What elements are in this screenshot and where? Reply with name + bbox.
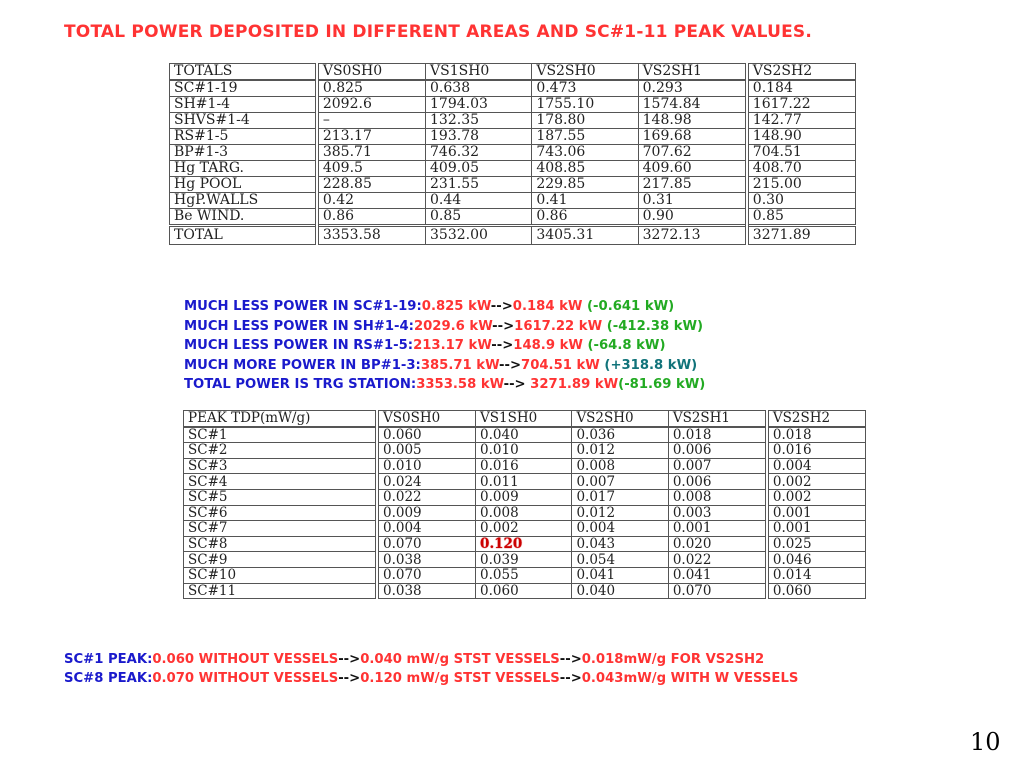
- note-from-value: 385.71 kW: [420, 357, 500, 373]
- peak-cell: 0.001: [668, 521, 767, 537]
- totals-cell: 0.90: [638, 209, 747, 226]
- totals-total-cell: 3271.89: [747, 226, 856, 245]
- highlighted-value: 0.120: [480, 536, 523, 553]
- peak-row: [184, 552, 866, 568]
- arrow-text: -->: [491, 338, 514, 353]
- note-from-value: 0.825 kW: [421, 299, 491, 314]
- arrow-text: -->: [499, 357, 522, 373]
- totals-column-header: VS1SH0: [426, 64, 532, 81]
- summary-value-a: 0.060 WITHOUT VESSELS: [152, 652, 339, 667]
- peak-cell: 0.020: [668, 536, 767, 552]
- peak-cell: 0.018: [668, 427, 767, 443]
- arrow-text: -->: [559, 671, 582, 686]
- arrow-text: -->: [503, 377, 526, 392]
- totals-total-cell: 3532.00: [426, 226, 532, 245]
- summary-value-b: 0.120 mW/g STST VESSELS: [360, 671, 560, 686]
- peak-cell: 0.060: [767, 583, 866, 599]
- arrow-text: -->: [338, 671, 361, 686]
- totals-column-header: VS2SH0: [532, 64, 638, 81]
- totals-header-row: [170, 64, 856, 81]
- totals-cell: 217.85: [638, 177, 747, 193]
- peak-cell: 0.011: [476, 474, 572, 490]
- peak-cell: 0.060: [476, 583, 572, 599]
- peak-row-label: SC#4: [184, 474, 377, 490]
- totals-cell: 213.17: [317, 129, 426, 145]
- peak-cell: 0.018: [767, 427, 866, 443]
- peak-cell: 0.054: [572, 552, 668, 568]
- peak-row: [184, 489, 866, 505]
- totals-cell: 0.473: [532, 80, 638, 97]
- totals-cell: 707.62: [638, 145, 747, 161]
- power-notes: [184, 297, 705, 395]
- peak-cell: 0.025: [767, 536, 866, 552]
- peak-row-label: SC#8: [184, 536, 377, 552]
- totals-cell: 229.85: [532, 177, 638, 193]
- totals-row-label: SH#1-4: [170, 97, 317, 113]
- peak-row-label: SC#10: [184, 567, 377, 583]
- totals-row: [170, 129, 856, 145]
- totals-row-label: Be WIND.: [170, 209, 317, 226]
- summary-value-c: 0.043mW/g WITH W VESSELS: [581, 671, 799, 686]
- peak-row: [184, 521, 866, 537]
- peak-cell: 0.014: [767, 567, 866, 583]
- totals-column-header: VS0SH0: [317, 64, 426, 81]
- peak-row-label: SC#2: [184, 443, 377, 459]
- peak-tdp-table: [183, 410, 866, 599]
- totals-cell: 0.41: [532, 193, 638, 209]
- totals-column-header: VS2SH2: [747, 64, 856, 81]
- totals-cell: 408.85: [532, 161, 638, 177]
- totals-cell: 169.68: [638, 129, 747, 145]
- totals-row: [170, 80, 856, 97]
- totals-row: [170, 177, 856, 193]
- totals-total-row: [170, 226, 856, 245]
- totals-row-label: SHVS#1-4: [170, 113, 317, 129]
- peak-row: [184, 536, 866, 552]
- peak-cell: 0.004: [767, 458, 866, 474]
- totals-cell: 187.55: [532, 129, 638, 145]
- peak-cell: 0.038: [377, 552, 476, 568]
- note-from-value: 213.17 kW: [413, 338, 492, 353]
- totals-cell: 1794.03: [426, 97, 532, 113]
- summary-line: [64, 669, 798, 688]
- totals-cell: 178.80: [532, 113, 638, 129]
- totals-row-label: Hg POOL: [170, 177, 317, 193]
- note-to-value: 3271.89 kW: [525, 377, 619, 392]
- summary-label: SC#8 PEAK:: [64, 671, 153, 686]
- peak-header-row: [184, 411, 866, 427]
- peak-cell: 0.007: [668, 458, 767, 474]
- arrow-text: -->: [338, 652, 361, 667]
- totals-total-cell: 3272.13: [638, 226, 747, 245]
- peak-cell: 0.043: [572, 536, 668, 552]
- peak-cell: 0.006: [668, 474, 767, 490]
- arrow-text: -->: [492, 318, 515, 334]
- peak-row-label: SC#7: [184, 521, 377, 537]
- note-delta: (+318.8 kW): [599, 357, 698, 373]
- totals-cell: 385.71: [317, 145, 426, 161]
- peak-cell: 0.002: [767, 489, 866, 505]
- totals-cell: 0.86: [317, 209, 426, 226]
- totals-cell: 0.85: [747, 209, 856, 226]
- note-to-value: 704.51 kW: [521, 357, 600, 373]
- totals-cell: 0.44: [426, 193, 532, 209]
- totals-row: [170, 97, 856, 113]
- totals-cell: 409.05: [426, 161, 532, 177]
- totals-cell: 132.35: [426, 113, 532, 129]
- peak-cell: 0.041: [572, 567, 668, 583]
- totals-cell: 1617.22: [747, 97, 856, 113]
- peak-row: [184, 443, 866, 459]
- peak-row-label: SC#3: [184, 458, 377, 474]
- totals-cell: 0.31: [638, 193, 747, 209]
- note-label: MUCH LESS POWER IN RS#1-5:: [184, 338, 414, 353]
- note-label: MUCH LESS POWER IN SH#1-4:: [184, 318, 414, 334]
- peak-row: [184, 427, 866, 443]
- peak-row-label: SC#9: [184, 552, 377, 568]
- totals-cell: 142.77: [747, 113, 856, 129]
- peak-row-label: SC#1: [184, 427, 377, 443]
- totals-cell: 0.184: [747, 80, 856, 97]
- peak-row: [184, 505, 866, 521]
- peak-column-header: VS2SH0: [572, 411, 668, 427]
- totals-row: [170, 161, 856, 177]
- note-line: [184, 297, 705, 317]
- peak-cell: 0.001: [767, 521, 866, 537]
- totals-cell: 231.55: [426, 177, 532, 193]
- note-line: [184, 317, 705, 337]
- arrow-text: -->: [559, 652, 582, 667]
- peak-cell: 0.007: [572, 474, 668, 490]
- peak-cell: 0.040: [476, 427, 572, 443]
- totals-column-header: VS2SH1: [638, 64, 747, 81]
- totals-cell: 148.90: [747, 129, 856, 145]
- totals-cell: 0.85: [426, 209, 532, 226]
- note-label: TOTAL POWER IS TRG STATION:: [184, 377, 417, 392]
- totals-row-label: Hg TARG.: [170, 161, 317, 177]
- note-from-value: 2029.6 kW: [413, 318, 493, 334]
- peak-row: [184, 567, 866, 583]
- peak-cell: 0.010: [377, 458, 476, 474]
- totals-total-label: TOTAL: [170, 226, 317, 245]
- peak-cell: 0.022: [668, 552, 767, 568]
- summary-value-a: 0.070 WITHOUT VESSELS: [152, 671, 339, 686]
- totals-row: [170, 113, 856, 129]
- peak-cell: 0.036: [572, 427, 668, 443]
- peak-cell: 0.008: [668, 489, 767, 505]
- totals-cell: 215.00: [747, 177, 856, 193]
- peak-row: [184, 474, 866, 490]
- note-line: [184, 356, 705, 376]
- totals-cell: 0.293: [638, 80, 747, 97]
- peak-column-header: VS2SH2: [767, 411, 866, 427]
- page-number: 10: [970, 728, 1001, 756]
- note-to-value: 148.9 kW: [513, 338, 583, 353]
- totals-total-cell: 3353.58: [317, 226, 426, 245]
- totals-cell: 1755.10: [532, 97, 638, 113]
- totals-row-label: BP#1-3: [170, 145, 317, 161]
- peak-row-label: SC#5: [184, 489, 377, 505]
- peak-row-label: SC#6: [184, 505, 377, 521]
- peak-cell: 0.002: [767, 474, 866, 490]
- peak-row: [184, 458, 866, 474]
- peak-summary: [64, 650, 798, 688]
- peak-cell: 0.009: [377, 505, 476, 521]
- totals-row: [170, 145, 856, 161]
- peak-column-header: PEAK TDP(mW/g): [184, 411, 377, 427]
- totals-cell: 228.85: [317, 177, 426, 193]
- summary-line: [64, 650, 798, 669]
- peak-cell: 0.003: [668, 505, 767, 521]
- peak-cell: 0.017: [572, 489, 668, 505]
- peak-cell: 0.012: [572, 443, 668, 459]
- totals-cell: 704.51: [747, 145, 856, 161]
- totals-row-label: SC#1-19: [170, 80, 317, 97]
- peak-cell: 0.046: [767, 552, 866, 568]
- note-delta: (-81.69 kW): [618, 377, 706, 392]
- peak-cell: 0.024: [377, 474, 476, 490]
- note-line: [184, 375, 705, 395]
- totals-cell: 746.32: [426, 145, 532, 161]
- arrow-text: -->: [490, 299, 513, 314]
- peak-cell: 0.004: [377, 521, 476, 537]
- peak-cell: [476, 536, 572, 552]
- totals-total-cell: 3405.31: [532, 226, 638, 245]
- peak-cell: 0.022: [377, 489, 476, 505]
- totals-row-label: RS#1-5: [170, 129, 317, 145]
- peak-cell: 0.060: [377, 427, 476, 443]
- summary-value-b: 0.040 mW/g STST VESSELS: [360, 652, 560, 667]
- totals-cell: 193.78: [426, 129, 532, 145]
- peak-cell: 0.008: [572, 458, 668, 474]
- totals-row: [170, 209, 856, 226]
- totals-table: [169, 63, 856, 245]
- peak-cell: 0.040: [572, 583, 668, 599]
- note-delta: (-0.641 kW): [582, 299, 675, 314]
- peak-column-header: VS0SH0: [377, 411, 476, 427]
- totals-cell: 409.5: [317, 161, 426, 177]
- peak-cell: 0.008: [476, 505, 572, 521]
- peak-cell: 0.002: [476, 521, 572, 537]
- totals-cell: 408.70: [747, 161, 856, 177]
- peak-cell: 0.070: [377, 536, 476, 552]
- totals-cell: 0.825: [317, 80, 426, 97]
- note-to-value: 0.184 kW: [512, 299, 583, 314]
- summary-value-c: 0.018mW/g FOR VS2SH2: [581, 652, 765, 667]
- peak-cell: 0.039: [476, 552, 572, 568]
- page-title: TOTAL POWER DEPOSITED IN DIFFERENT AREAS AND SC#1-11 PEAK VALUES.: [64, 22, 812, 42]
- note-label: MUCH LESS POWER IN SC#1-19:: [184, 299, 422, 314]
- peak-cell: 0.004: [572, 521, 668, 537]
- peak-cell: 0.041: [668, 567, 767, 583]
- note-to-value: 1617.22 kW: [514, 318, 603, 334]
- note-delta: (-64.8 kW): [582, 338, 666, 353]
- peak-cell: 0.006: [668, 443, 767, 459]
- note-from-value: 3353.58 kW: [416, 377, 504, 392]
- peak-cell: 0.012: [572, 505, 668, 521]
- totals-cell: 0.638: [426, 80, 532, 97]
- totals-cell: 0.42: [317, 193, 426, 209]
- totals-row-label: HgP.WALLS: [170, 193, 317, 209]
- peak-column-header: VS2SH1: [668, 411, 767, 427]
- peak-cell: 0.009: [476, 489, 572, 505]
- totals-cell: –: [317, 113, 426, 129]
- note-label: MUCH MORE POWER IN BP#1-3:: [184, 357, 421, 373]
- totals-cell: 743.06: [532, 145, 638, 161]
- note-delta: (-412.38 kW): [602, 318, 704, 334]
- note-line: [184, 336, 705, 356]
- summary-label: SC#1 PEAK:: [64, 652, 153, 667]
- totals-cell: 148.98: [638, 113, 747, 129]
- totals-cell: 0.86: [532, 209, 638, 226]
- peak-column-header: VS1SH0: [476, 411, 572, 427]
- totals-cell: 0.30: [747, 193, 856, 209]
- peak-cell: 0.055: [476, 567, 572, 583]
- peak-cell: 0.016: [476, 458, 572, 474]
- peak-cell: 0.010: [476, 443, 572, 459]
- totals-cell: 2092.6: [317, 97, 426, 113]
- peak-cell: 0.070: [377, 567, 476, 583]
- totals-column-header: TOTALS: [170, 64, 317, 81]
- peak-cell: 0.016: [767, 443, 866, 459]
- peak-cell: 0.001: [767, 505, 866, 521]
- peak-row: [184, 583, 866, 599]
- totals-row: [170, 193, 856, 209]
- peak-cell: 0.038: [377, 583, 476, 599]
- peak-row-label: SC#11: [184, 583, 377, 599]
- peak-cell: 0.070: [668, 583, 767, 599]
- totals-cell: 1574.84: [638, 97, 747, 113]
- totals-cell: 409.60: [638, 161, 747, 177]
- peak-cell: 0.005: [377, 443, 476, 459]
